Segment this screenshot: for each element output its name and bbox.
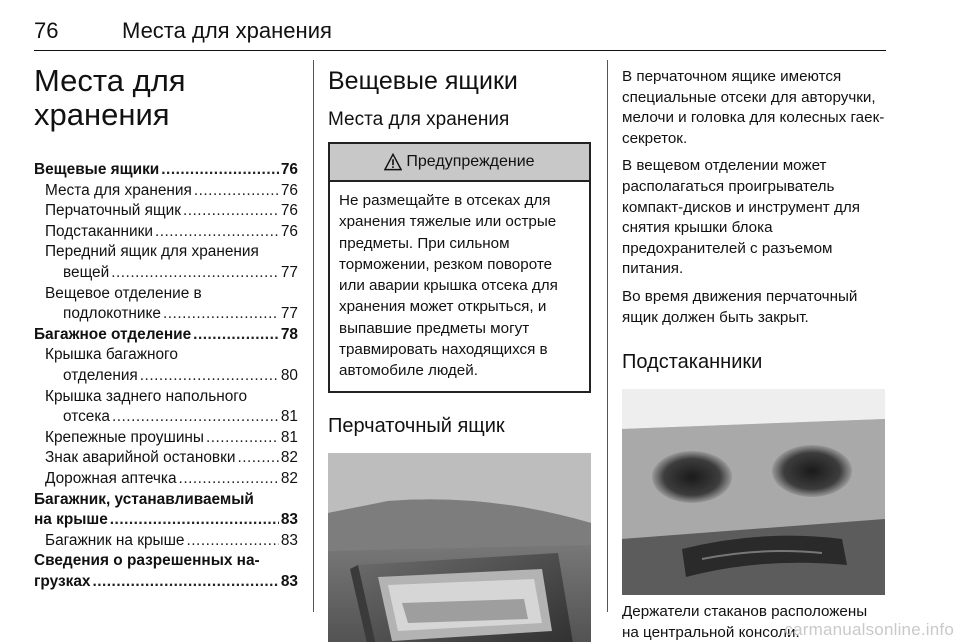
toc-entry[interactable] bbox=[34, 428, 298, 449]
toc-dot-leader bbox=[193, 325, 279, 346]
toc-dot-leader bbox=[161, 160, 279, 181]
page-header bbox=[34, 16, 886, 56]
toc-dot-leader bbox=[206, 428, 279, 449]
contents-column bbox=[34, 60, 298, 592]
toc-page-number: 76 bbox=[280, 222, 298, 240]
toc-entry-label: Багажник на крыше bbox=[45, 531, 185, 549]
toc-entry-label: Сведения о разрешенных на- bbox=[34, 552, 260, 570]
toc-dot-leader bbox=[155, 222, 279, 243]
warning-box bbox=[328, 142, 591, 393]
toc-entry[interactable] bbox=[34, 222, 298, 243]
header-rule bbox=[34, 50, 886, 51]
toc-page-number: 77 bbox=[280, 263, 298, 281]
toc-dot-leader bbox=[110, 510, 279, 531]
glovebox-title: Перчаточный ящик bbox=[328, 414, 505, 437]
toc-entry-label: Дорожная аптечка bbox=[45, 469, 177, 487]
toc-entry-label: Крышка багажного bbox=[45, 346, 178, 364]
toc-page-number: 82 bbox=[280, 469, 298, 487]
toc-entry[interactable] bbox=[34, 201, 298, 222]
toc-entry-label: Вещевые ящики bbox=[34, 161, 160, 178]
toc-entry-label: Багажное отделение bbox=[34, 325, 192, 343]
toc-entry-label: отсека bbox=[63, 408, 110, 426]
toc-entry[interactable] bbox=[34, 572, 298, 593]
column-divider-1 bbox=[313, 60, 314, 612]
cupholders-caption: Держатели стаканов расположены на центральной консоли. bbox=[622, 603, 868, 641]
toc-entry[interactable] bbox=[34, 304, 298, 325]
running-title: Места для хранения bbox=[122, 18, 332, 43]
toc-entry-label: грузках bbox=[34, 572, 91, 590]
toc-page-number: 82 bbox=[280, 449, 298, 467]
toc-dot-leader bbox=[183, 201, 279, 222]
glovebox-paragraph-3: Во время движения перчаточный ящик должен быть закрыт. bbox=[622, 287, 858, 326]
toc-page-number: 76 bbox=[280, 161, 298, 178]
warning-header bbox=[330, 144, 589, 182]
toc-entry-label: Крепежные проушины bbox=[45, 428, 204, 446]
toc-dot-leader bbox=[92, 572, 278, 593]
toc-dot-leader bbox=[194, 181, 279, 202]
toc-entry[interactable] bbox=[34, 531, 298, 552]
middle-column bbox=[328, 60, 592, 642]
cupholders-photo bbox=[622, 389, 885, 595]
toc-dot-leader bbox=[179, 469, 279, 490]
page-number: 76 bbox=[34, 18, 59, 43]
toc-page-number: 77 bbox=[280, 305, 298, 323]
toc-entry[interactable] bbox=[34, 407, 298, 428]
toc-page-number: 80 bbox=[280, 366, 298, 384]
toc-page-number: 76 bbox=[280, 181, 298, 199]
toc-entry[interactable] bbox=[34, 160, 298, 181]
toc-entry[interactable] bbox=[34, 325, 298, 346]
toc-page-number: 76 bbox=[280, 202, 298, 220]
toc-page-number: 81 bbox=[280, 408, 298, 426]
toc-entry[interactable] bbox=[34, 510, 298, 531]
cupholders-title: Подстаканники bbox=[622, 351, 763, 374]
toc-entry-label: Багажник, устанавливаемый bbox=[34, 490, 254, 508]
toc-dot-leader bbox=[237, 448, 278, 469]
toc-page-number: 83 bbox=[280, 511, 298, 529]
toc-entry-label: вещей bbox=[63, 263, 110, 281]
glovebox-paragraph-1: В перчаточном ящике имеются специальные отсеки для авторучки, мелочи и головка для колесных гаек-секреток. bbox=[622, 68, 885, 147]
section-heading: Вещевые ящики bbox=[328, 67, 518, 95]
watermark: carmanualsonline.info bbox=[784, 620, 954, 639]
toc-page-number: 81 bbox=[280, 428, 298, 446]
table-of-contents bbox=[34, 160, 298, 592]
toc-page-number: 83 bbox=[280, 531, 298, 549]
toc-entry[interactable] bbox=[34, 448, 298, 469]
toc-entry[interactable] bbox=[34, 366, 298, 387]
subsection-heading: Места для хранения bbox=[328, 109, 510, 130]
glovebox-photo bbox=[328, 453, 591, 642]
chapter-heading: Места для хранения bbox=[34, 63, 186, 132]
toc-entry[interactable] bbox=[34, 263, 298, 284]
toc-dot-leader bbox=[187, 531, 279, 552]
right-column bbox=[622, 60, 886, 642]
toc-entry[interactable] bbox=[34, 181, 298, 202]
toc-entry-label: отделения bbox=[63, 366, 138, 384]
toc-entry-label: Перчаточный ящик bbox=[45, 202, 181, 220]
toc-entry-label: Знак аварийной остановки bbox=[45, 449, 236, 467]
toc-entry-label: Вещевое отделение в bbox=[45, 284, 202, 302]
toc-page-number: 83 bbox=[280, 572, 298, 590]
toc-dot-leader bbox=[111, 263, 279, 284]
toc-entry-label: Подстаканники bbox=[45, 222, 153, 240]
toc-entry-label: Передний ящик для хранения bbox=[45, 243, 259, 261]
column-divider-2 bbox=[607, 60, 608, 612]
toc-page-number: 78 bbox=[280, 325, 298, 343]
toc-entry-label: Места для хранения bbox=[45, 181, 192, 199]
toc-entry[interactable] bbox=[34, 469, 298, 490]
toc-entry-label: Крышка заднего напольного bbox=[45, 387, 248, 405]
toc-dot-leader bbox=[163, 304, 279, 325]
glovebox-paragraph-2: В вещевом отделении может располагаться проигрыватель компакт-дисков и инструмент для снятия крышки блока предохранителей с разъемом питания. bbox=[622, 157, 860, 278]
toc-dot-leader bbox=[140, 366, 279, 387]
warning-title: Предупреждение bbox=[406, 153, 535, 170]
toc-entry-label: на крыше bbox=[34, 511, 108, 529]
toc-entry-label: подлокотнике bbox=[63, 305, 161, 323]
warning-text: Не размещайте в отсеках для хранения тяжелые или острые предметы. При сильном торможении, резком повороте или аварии крышка отсека для хранения может открыться, и выпавшие предметы могут травмировать находящихся в автомобиле людей. bbox=[339, 192, 558, 380]
toc-dot-leader bbox=[112, 407, 279, 428]
warning-triangle-icon bbox=[384, 153, 402, 171]
